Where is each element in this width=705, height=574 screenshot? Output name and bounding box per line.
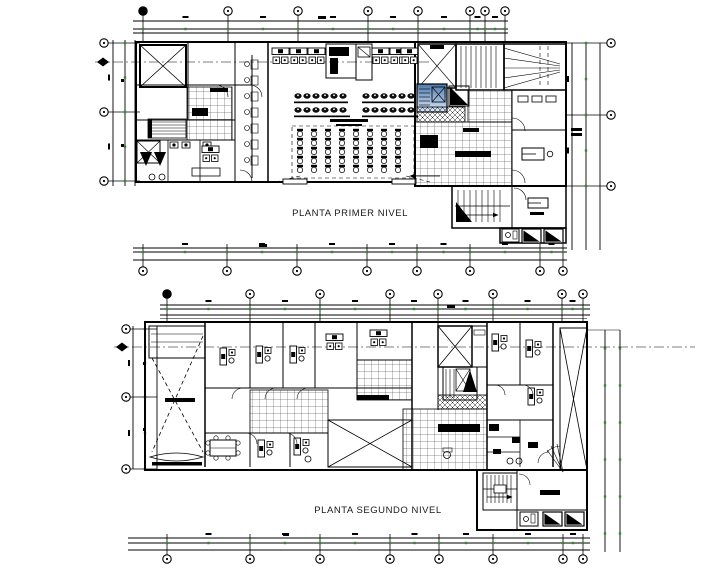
door-arc (514, 188, 526, 200)
stair-run (456, 44, 504, 90)
annex-stair-block (483, 470, 587, 530)
door-arc (519, 474, 530, 485)
kitchenette (326, 44, 356, 78)
service-boxes (520, 512, 584, 526)
stairs-icon (455, 190, 510, 222)
building-outline (145, 319, 620, 531)
door-arc (495, 385, 505, 395)
tiled-lobby (403, 409, 487, 470)
double-height-shaft (418, 44, 456, 88)
double-height-void (328, 420, 412, 467)
door-arc (240, 170, 252, 182)
auditorium-seating (276, 126, 430, 182)
plan1-title: PLANTA PRIMER NIVEL (292, 208, 408, 219)
plan-segundo-nivel (114, 305, 695, 536)
conference-chair-rows (294, 93, 418, 117)
lower-annex (455, 186, 563, 243)
podium (330, 119, 368, 122)
reception-desk (455, 151, 491, 157)
tiled-hall (250, 390, 328, 433)
plan2-title: PLANTA SEGUNDO NIVEL (314, 505, 442, 516)
door-arc (232, 388, 243, 399)
ramp-fan (504, 44, 566, 90)
desk (202, 146, 219, 162)
door-arc (246, 433, 257, 444)
left-office-block (121, 42, 268, 182)
tiled-lobby (468, 90, 512, 122)
toilet-block (487, 420, 549, 467)
ramp-strip (560, 328, 587, 470)
service-boxes (502, 229, 563, 243)
tiled-floor (357, 360, 412, 400)
plan-primer-nivel (95, 16, 582, 247)
door-arc (538, 452, 549, 463)
door-arc (512, 118, 525, 131)
conference-table (206, 436, 240, 460)
reception-desk (438, 424, 480, 432)
door-arc (512, 170, 525, 183)
crosshatch-mat (417, 107, 465, 122)
corridor-counter-strip (245, 55, 259, 178)
elevator-core (438, 322, 487, 410)
section-marker-icon (114, 343, 695, 352)
ramp-curve (150, 453, 203, 461)
crosshatch-mat (438, 395, 487, 409)
ramp-bay (143, 322, 205, 467)
right-rooms (487, 322, 563, 472)
escalator-triangle (449, 86, 469, 106)
stairs-icon (148, 119, 186, 138)
right-annex (415, 44, 582, 186)
elevator-shaft-icon (140, 45, 186, 87)
stairs-icon (483, 473, 517, 510)
